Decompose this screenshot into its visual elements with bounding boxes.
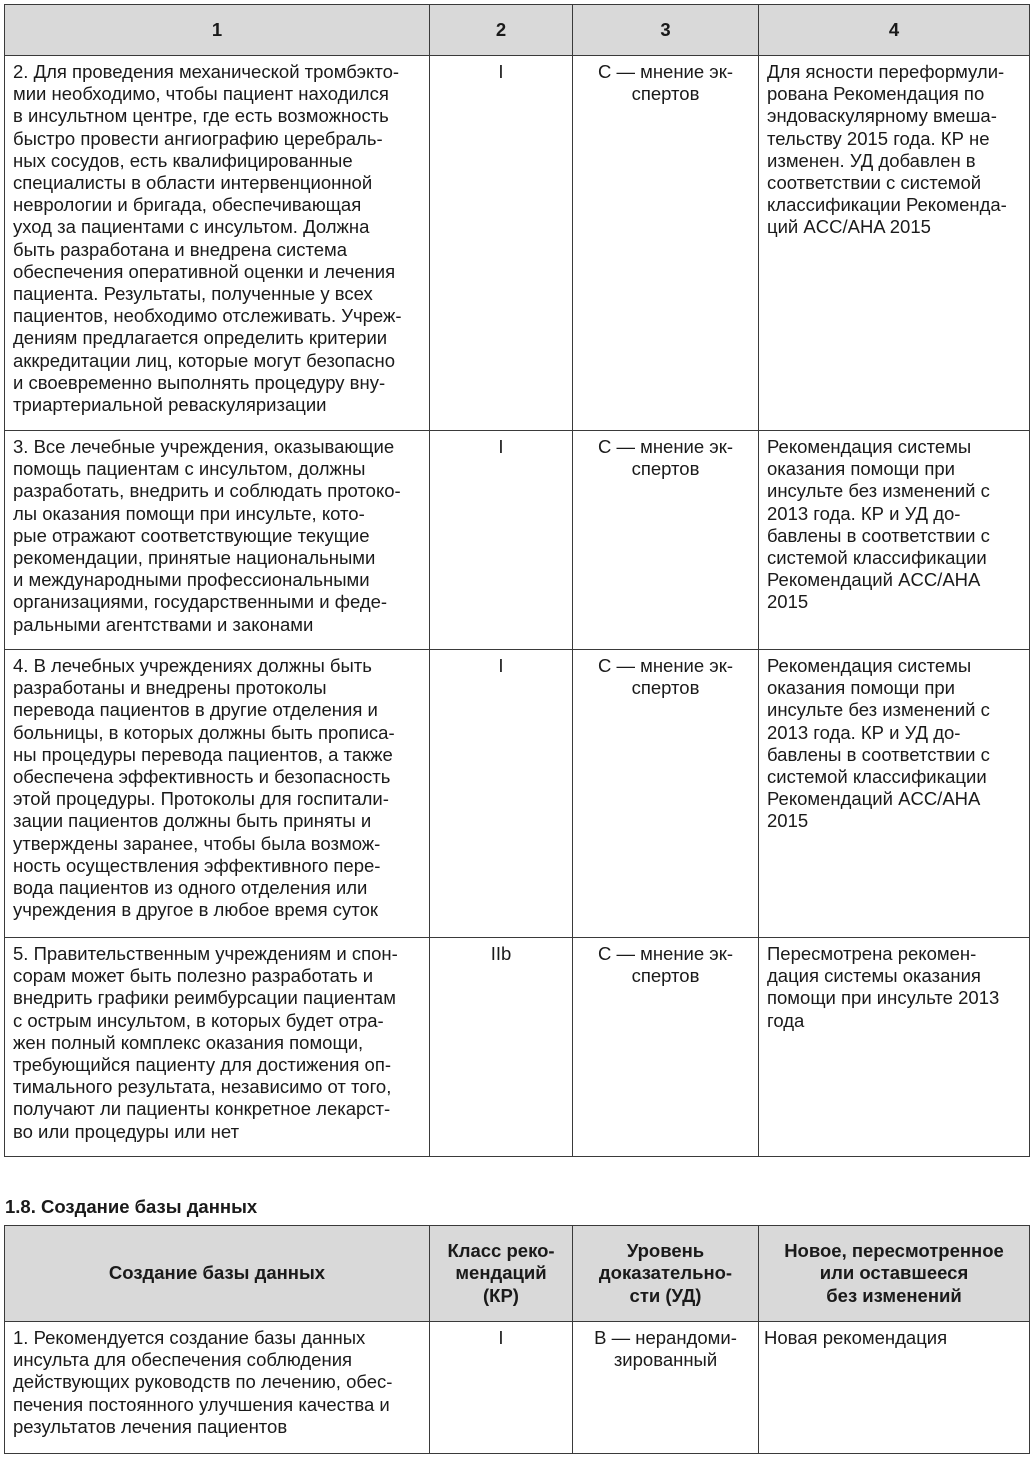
text-line: эндоваскулярному вмеша- [767, 105, 997, 127]
text-line: Уровень [626, 1240, 705, 1262]
text-line: этой процедуры. Протоколы для госпитали- [13, 788, 389, 810]
text-line: ций ACC/AHA 2015 [767, 216, 931, 238]
text-line: 2013 года. КР и УД до- [767, 721, 961, 743]
recommendation-class-cell: I [430, 431, 573, 650]
text-line: соответствии с системой [767, 172, 982, 194]
text-line: действующих руководств по лечению, обес- [13, 1371, 393, 1393]
recommendation-text-cell [5, 938, 430, 1157]
text-line: оказания помощи при [767, 458, 955, 480]
text-line: жен полный комплекс оказания помощи, [13, 1031, 364, 1053]
column-header-class [430, 1226, 573, 1322]
text-line: В — нерандоми- [594, 1327, 737, 1348]
text-line: дация системы оказания [767, 965, 981, 987]
text-line: утверждены заранее, чтобы была возмож- [13, 832, 381, 854]
column-header-status [759, 1226, 1030, 1322]
text-line: Для ясности переформули- [767, 61, 1005, 82]
text-line: инсульте без изменений с [767, 480, 990, 502]
recommendation-text-cell [5, 431, 430, 650]
text-line: без изменений [826, 1284, 962, 1306]
column-header-2: 2 [430, 5, 573, 56]
evidence-level-cell [573, 431, 759, 650]
text-line: 1. Рекомендуется создание базы данных [13, 1327, 366, 1348]
text-line: С — мнение эк- [597, 436, 734, 457]
text-line: больницы, в которых должны быть прописа- [13, 721, 395, 743]
column-header-4: 4 [759, 5, 1030, 56]
text-line: Новое, пересмотренное [784, 1240, 1004, 1262]
text-line: получают ли пациенты конкретное лекарст- [13, 1098, 391, 1120]
text-line: тельству 2015 года. КР не [767, 127, 990, 149]
text-line: бавлены в соответствии с [767, 524, 990, 546]
text-line: учреждения в другое в любое время суток [13, 899, 378, 921]
column-header-3: 3 [573, 5, 759, 56]
text-line: бавлены в соответствии с [767, 743, 990, 765]
text-line: (КР) [483, 1284, 519, 1306]
text-line: ральными агентствами и законами [13, 613, 314, 635]
text-line: мендаций [455, 1262, 547, 1284]
text-line: ны процедуры перевода пациентов, а также [13, 743, 393, 765]
text-line: лы оказания помощи при инсульте, кото- [13, 502, 365, 524]
text-line: пациентов, необходимо отслеживать. Учреж- [13, 305, 402, 327]
text-line: года [767, 1009, 805, 1031]
text-line: инсульте без изменений с [767, 699, 990, 721]
text-line: Рекомендация системы [767, 655, 972, 676]
recommendation-text-cell [5, 56, 430, 431]
text-line: специалисты в области интервенционной [13, 172, 373, 194]
text-line: помощь пациентам с инсультом, должны [13, 458, 366, 480]
text-line: пациента. Результаты, полученные у всех [13, 283, 373, 305]
text-line: зированный [613, 1349, 718, 1371]
text-line: зации пациентов должны быть приняты и [13, 810, 372, 832]
text-line: 2013 года. КР и УД до- [767, 502, 961, 524]
text-line: быстро провести ангиографию церебраль- [13, 127, 383, 149]
text-line: сти (УД) [629, 1284, 702, 1306]
text-line: Создание базы данных [108, 1262, 326, 1284]
text-line: системой классификации [767, 766, 987, 788]
text-line: печения постоянного улучшения качества и [13, 1393, 390, 1415]
text-line: или оставшееся [819, 1262, 969, 1284]
text-line: организациями, государственными и феде- [13, 591, 388, 613]
text-line: результатов лечения пациентов [13, 1415, 288, 1437]
text-line: спертов [631, 83, 700, 105]
text-line: оказания помощи при [767, 677, 955, 699]
text-line: перевода пациентов в другие отделения и [13, 699, 378, 721]
text-line: аккредитации лиц, которые могут безопасно [13, 349, 396, 371]
section-heading: 1.8. Создание базы данных [5, 1196, 258, 1217]
text-line: помощи при инсульте 2013 [767, 987, 1000, 1009]
table-row [5, 1322, 1030, 1454]
text-line: во или процедуры или нет [13, 1120, 240, 1142]
text-line: С — мнение эк- [597, 943, 734, 964]
text-line: 2015 [767, 591, 809, 613]
status-note-cell [759, 938, 1030, 1157]
recommendation-class-cell: I [430, 56, 573, 431]
text-line: неврологии и бригада, обеспечивающая [13, 194, 362, 216]
text-line: изменен. УД добавлен в [767, 149, 976, 171]
recommendation-class-cell: I [430, 1322, 573, 1454]
table-row [5, 431, 1030, 650]
column-header-level [573, 1226, 759, 1322]
recommendation-class-cell: I [430, 650, 573, 938]
status-note-cell [759, 1322, 1030, 1454]
table-row [5, 56, 1030, 431]
text-line: ных сосудов, есть квалифицированные [13, 149, 353, 171]
text-line: классификации Рекоменда- [767, 194, 1007, 216]
text-line: инсульта для обеспечения соблюдения [13, 1349, 353, 1371]
text-line: дениям предлагается определить критерии [13, 327, 388, 349]
text-line: рекомендации, принятые национальными [13, 547, 376, 569]
database-recommendations-table [4, 1225, 1030, 1454]
text-line: системой классификации [767, 547, 987, 569]
text-line: в инсультном центре, где есть возможность [13, 105, 389, 127]
evidence-level-cell [573, 56, 759, 431]
table-row [5, 938, 1030, 1157]
text-line: 2015 [767, 810, 809, 832]
text-line: 4. В лечебных учреждениях должны быть [13, 655, 372, 676]
text-line: мии необходимо, чтобы пациент находился [13, 83, 389, 105]
text-line: обеспечена эффективность и безопасность [13, 766, 391, 788]
text-line: спертов [631, 458, 700, 480]
text-line: требующийся пациенту для достижения оп- [13, 1054, 391, 1076]
status-note-cell [759, 431, 1030, 650]
text-line: доказательно- [598, 1262, 733, 1284]
text-line: Пересмотрена рекомен- [767, 943, 977, 964]
evidence-level-cell [573, 1322, 759, 1454]
text-line: вода пациентов из одного отделения или [13, 877, 368, 899]
text-line: быть разработана и внедрена система [13, 238, 348, 260]
text-line: и международными профессиональными [13, 569, 370, 591]
recommendation-text-cell [5, 1322, 430, 1454]
text-line: ность осуществления эффективного пере- [13, 854, 381, 876]
text-line: С — мнение эк- [597, 61, 734, 82]
text-line: внедрить графики реимбурсации пациентам [13, 987, 396, 1009]
text-line: Рекомендация системы [767, 436, 972, 457]
recommendations-table [4, 4, 1030, 1157]
text-line: спертов [631, 677, 700, 699]
text-line: Рекомендаций ACC/AHA [767, 788, 981, 810]
evidence-level-cell [573, 938, 759, 1157]
text-line: Новая рекомендация [764, 1327, 948, 1348]
text-line: триартериальной реваскуляризации [13, 394, 327, 416]
text-line: 2. Для проведения механической тромбэкто- [13, 61, 400, 82]
text-line: разработать, внедрить и соблюдать протоко- [13, 480, 401, 502]
text-line: сорам может быть полезно разработать и [13, 965, 374, 987]
recommendation-text-cell [5, 650, 430, 938]
column-header-1: 1 [5, 5, 430, 56]
text-line: С — мнение эк- [597, 655, 734, 676]
recommendation-class-cell: IIb [430, 938, 573, 1157]
text-line: 5. Правительственным учреждениям и спон- [13, 943, 398, 964]
table-header-row [5, 1226, 1030, 1322]
text-line: разработаны и внедрены протоколы [13, 677, 327, 699]
status-note-cell [759, 650, 1030, 938]
text-line: рована Рекомендация по [767, 83, 985, 105]
text-line: Рекомендаций ACC/AHA [767, 569, 981, 591]
table-header-row [5, 5, 1030, 56]
text-line: и своевременно выполнять процедуру вну- [13, 371, 386, 393]
text-line: Класс реко- [447, 1240, 555, 1262]
status-note-cell [759, 56, 1030, 431]
table-row [5, 650, 1030, 938]
column-header-recommendation [5, 1226, 430, 1322]
text-line: спертов [631, 965, 700, 987]
text-line: обеспечения оперативной оценки и лечения [13, 260, 396, 282]
text-line: уход за пациентами с инсультом. Должна [13, 216, 370, 238]
text-line: 3. Все лечебные учреждения, оказывающие [13, 436, 395, 457]
text-line: рые отражают соответствующие текущие [13, 524, 370, 546]
evidence-level-cell [573, 650, 759, 938]
text-line: с острым инсультом, в которых будет отра- [13, 1009, 384, 1031]
text-line: тимального результата, независимо от того, [13, 1076, 392, 1098]
